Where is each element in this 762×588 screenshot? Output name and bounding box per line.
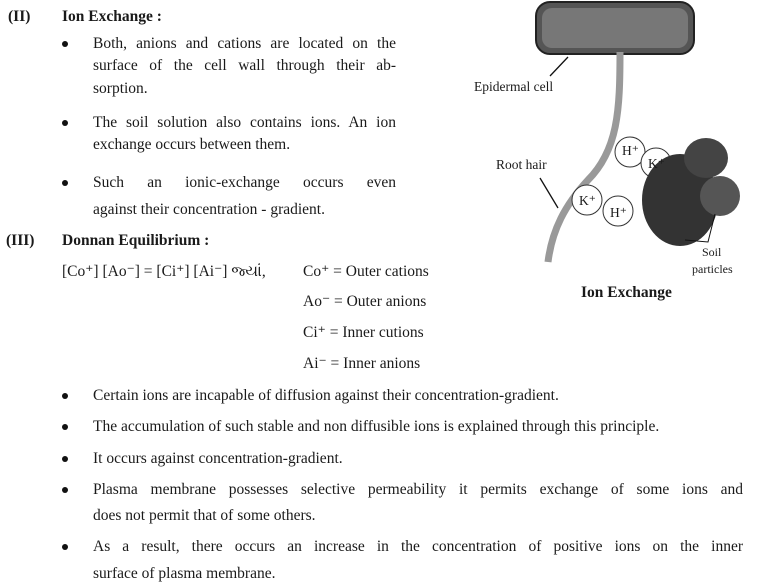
- bullet-icon: [62, 120, 68, 126]
- definition: Ci⁺ = Inner cutions: [303, 324, 424, 341]
- definition: Ao⁻ = Outer anions: [303, 293, 427, 310]
- bullet-line: It occurs against concentration-gradient.: [93, 450, 343, 467]
- root-hair-pointer-line: [540, 178, 558, 208]
- label-root-hair: Root hair: [496, 157, 547, 172]
- bullet-line: Such an ionic-exchange occurs even: [93, 174, 396, 191]
- epidermal-cell-inner: [542, 8, 688, 48]
- bullet-icon: [62, 424, 68, 430]
- bullet-icon: [62, 544, 68, 550]
- label-epidermal-cell: Epidermal cell: [474, 79, 554, 94]
- definition: Co⁺ = Outer cations: [303, 263, 429, 280]
- definition: Ai⁻ = Inner anions: [303, 355, 421, 372]
- bullet-icon: [62, 456, 68, 462]
- ion-exchange-diagram: [470, 0, 762, 280]
- bullet-line: Both, anions and cations are located on the: [93, 35, 396, 52]
- section-title: Donnan Equilibrium :: [62, 232, 210, 249]
- root-hair-shape: [548, 52, 620, 262]
- bullet-line: Certain ions are incapable of diffusion against their concentration-gradient.: [93, 387, 559, 404]
- bullet-line: exchange occurs between them.: [93, 136, 291, 153]
- bullet-line: Plasma membrane possesses selective permeability it permits exchange of some ions and: [93, 481, 743, 498]
- ion-label: H⁺: [622, 143, 639, 158]
- section-number: (III): [6, 232, 35, 249]
- label-soil: Soil: [702, 245, 722, 259]
- bullet-icon: [62, 487, 68, 493]
- label-particles: particles: [692, 262, 733, 276]
- bullet-line: The soil solution also contains ions. An ion: [93, 114, 396, 131]
- bullet-icon: [62, 180, 68, 186]
- bullet-line: does not permit that of some others.: [93, 507, 316, 524]
- figure-caption: Ion Exchange: [581, 284, 672, 301]
- bullet-line: against their concentration - gradient.: [93, 201, 325, 218]
- soil-particle: [684, 138, 728, 178]
- soil-particle: [700, 176, 740, 216]
- donnan-equation: [Co⁺] [Ao⁻] = [Ci⁺] [Ai⁻] જ્યાં,: [62, 263, 266, 280]
- bullet-line: sorption.: [93, 80, 148, 97]
- ion-label: K⁺: [579, 193, 596, 208]
- section-number: (II): [8, 8, 31, 25]
- bullet-line: surface of plasma membrane.: [93, 565, 276, 582]
- epidermal-pointer-line: [550, 57, 568, 76]
- ion-label: H⁺: [610, 205, 627, 220]
- bullet-icon: [62, 393, 68, 399]
- bullet-line: The accumulation of such stable and non diffusible ions is explained through this principle.: [93, 418, 660, 435]
- ion-label: K⁺: [648, 156, 665, 171]
- bullet-line: surface of the cell wall through their ab-: [93, 57, 396, 74]
- bullet-icon: [62, 41, 68, 47]
- bullet-line: As a result, there occurs an increase in the concentration of positive ions on the inner: [93, 538, 743, 555]
- section-title: Ion Exchange :: [62, 8, 162, 25]
